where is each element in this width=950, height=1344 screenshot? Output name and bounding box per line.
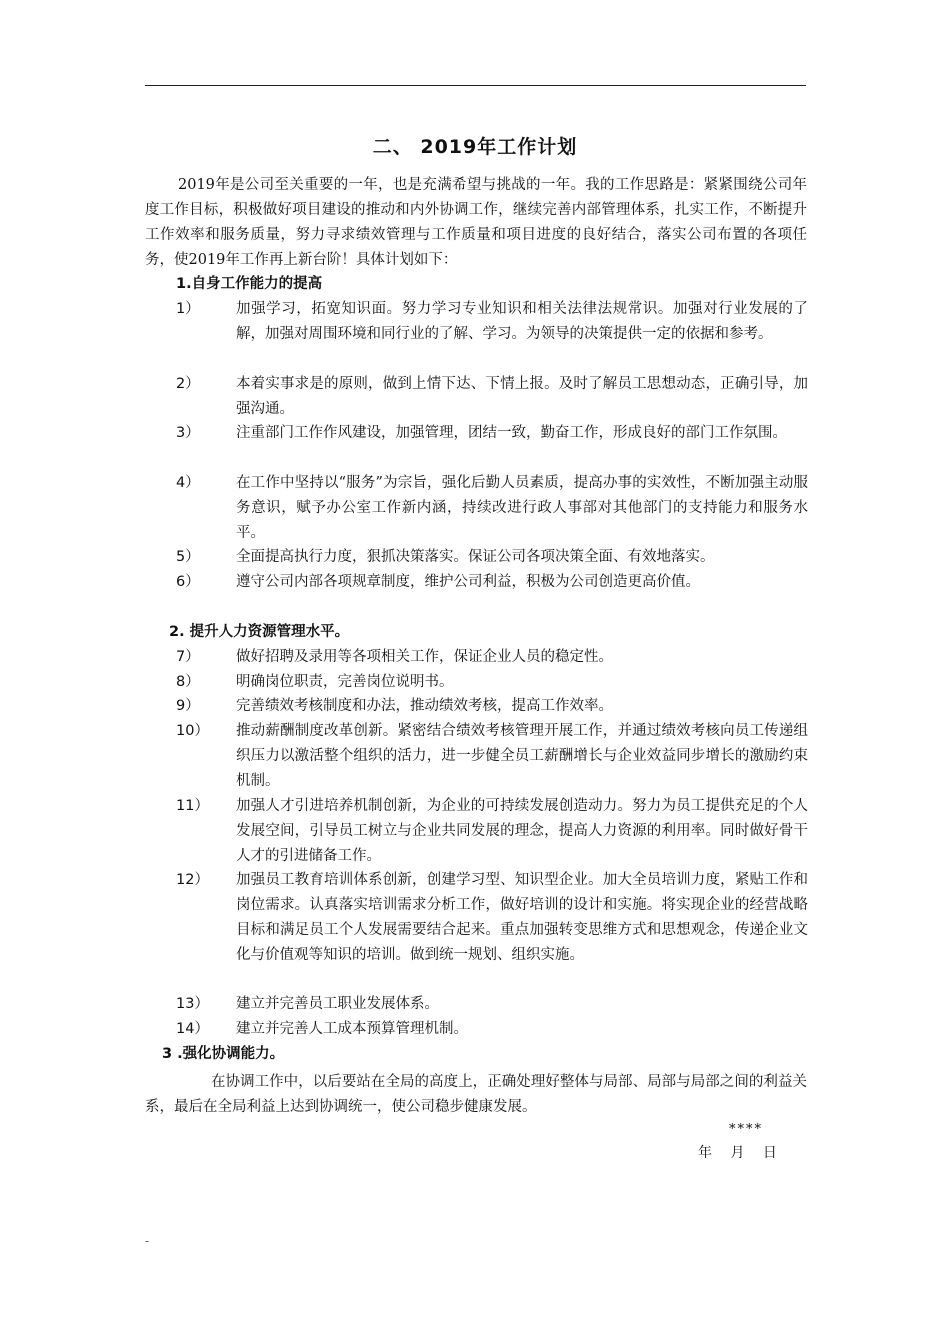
section-heading-1: 1.自身工作能力的提高 [176, 276, 323, 292]
footer-mark: - [145, 1234, 150, 1248]
item-text: 本着实事求是的原则，做到上情下达、下情上报。及时了解员工思想动态，正确引导，加强沟通。 [236, 376, 808, 417]
item-number: 9） [176, 698, 200, 714]
item-number: 10） [176, 723, 209, 739]
header-rule [145, 85, 806, 86]
item-text: 在工作中坚持以“服务”为宗旨，强化后勤人员素质，提高办事的实效性，不断加强主动服务意识，赋予办公室工作新内涵，持续改进行政人事部对其他部门的支持能力和服务水平。 [236, 475, 808, 541]
item-number: 13） [176, 996, 209, 1012]
item-number: 1） [176, 301, 200, 317]
list-item [176, 570, 808, 595]
item-text: 做好招聘及录用等各项相关工作，保证企业人员的稳定性。 [236, 649, 613, 665]
item-number: 11） [176, 798, 209, 814]
date-line: 年 月 日 [698, 1145, 781, 1161]
item-text: 注重部门工作作风建设，加强管理，团结一致，勤奋工作，形成良好的部门工作氛围。 [236, 425, 787, 441]
list-item [176, 372, 808, 422]
list-item [176, 471, 808, 546]
list-item [176, 545, 808, 570]
list-item [176, 992, 808, 1017]
list-item [176, 297, 808, 347]
closing-paragraph: 在协调工作中，以后要站在全局的高度上，正确处理好整体与局部、局部与局部之间的利益关系，最后在全局利益上达到协调统一，使公司稳步健康发展。 [145, 1074, 807, 1115]
item-number: 6） [176, 574, 200, 590]
list-item [176, 794, 808, 869]
item-text: 加强学习，拓宽知识面。努力学习专业知识和相关法律法规常识。加强对行业发展的了解，加强对周围环境和同行业的了解、学习。为领导的决策提供一定的依据和参考。 [236, 301, 808, 342]
item-text: 加强人才引进培养机制创新，为企业的可持续发展创造动力。努力为员工提供充足的个人发展空间，引导员工树立与企业共同发展的理念，提高人力资源的利用率。同时做好骨干人才的引进储备工作。 [236, 798, 808, 864]
item-number: 14） [176, 1021, 209, 1037]
list-item [176, 694, 808, 719]
item-text: 加强员工教育培训体系创新，创建学习型、知识型企业。加大全员培训力度，紧贴工作和岗位需求。认真落实培训需求分析工作，做好培训的设计和实施。将实现企业的经营战略目标和满足员工个人发展需要结合起来。重点加强转变思维方式和思想观念，传递企业文化与价值观等知识的培训。做到统一规划、组织实施。 [236, 872, 808, 963]
page-title: 二、 2019年工作计划 [372, 136, 578, 158]
item-text: 完善绩效考核制度和办法，推动绩效考核，提高工作效率。 [236, 698, 613, 714]
list-item [176, 719, 808, 794]
item-number: 12） [176, 872, 209, 888]
section-heading-2: 2. 提升人力资源管理水平。 [169, 624, 350, 640]
item-text: 遵守公司内部各项规章制度，维护公司利益，积极为公司创造更高价值。 [236, 574, 700, 590]
signature: **** [729, 1122, 763, 1137]
item-number: 7） [176, 649, 200, 665]
intro-paragraph: 2019年是公司至关重要的一年，也是充满希望与挑战的一年。我的工作思路是：紧紧围绕公司年度工作目标，积极做好项目建设的推动和内外协调工作，继续完善内部管理体系，扎实工作，不断提升工作效率和服务质量，努力寻求绩效管理与工作质量和项目进度的良好结合，落实公司布置的各项任务，使2019年工作再上新台阶！具体计划如下： [145, 177, 807, 268]
item-number: 3） [176, 425, 200, 441]
list-item [176, 421, 808, 446]
list-item [176, 670, 808, 695]
item-number: 4） [176, 475, 200, 491]
section-heading-3: 3 .强化协调能力。 [162, 1046, 285, 1062]
item-number: 8） [176, 674, 200, 690]
item-text: 推动薪酬制度改革创新。紧密结合绩效考核管理开展工作，并通过绩效考核向员工传递组织压力以激活整个组织的活力，进一步健全员工薪酬增长与企业效益同步增长的激励约束机制。 [236, 723, 808, 789]
list-item [176, 1017, 808, 1042]
item-text: 建立并完善员工职业发展体系。 [236, 996, 439, 1012]
item-number: 5） [176, 549, 200, 565]
item-text: 全面提高执行力度，狠抓决策落实。保证公司各项决策全面、有效地落实。 [236, 549, 715, 565]
item-number: 2） [176, 376, 200, 392]
list-item [176, 868, 808, 968]
list-item [176, 645, 808, 670]
item-text: 建立并完善人工成本预算管理机制。 [236, 1021, 468, 1037]
item-text: 明确岗位职责，完善岗位说明书。 [236, 674, 454, 690]
